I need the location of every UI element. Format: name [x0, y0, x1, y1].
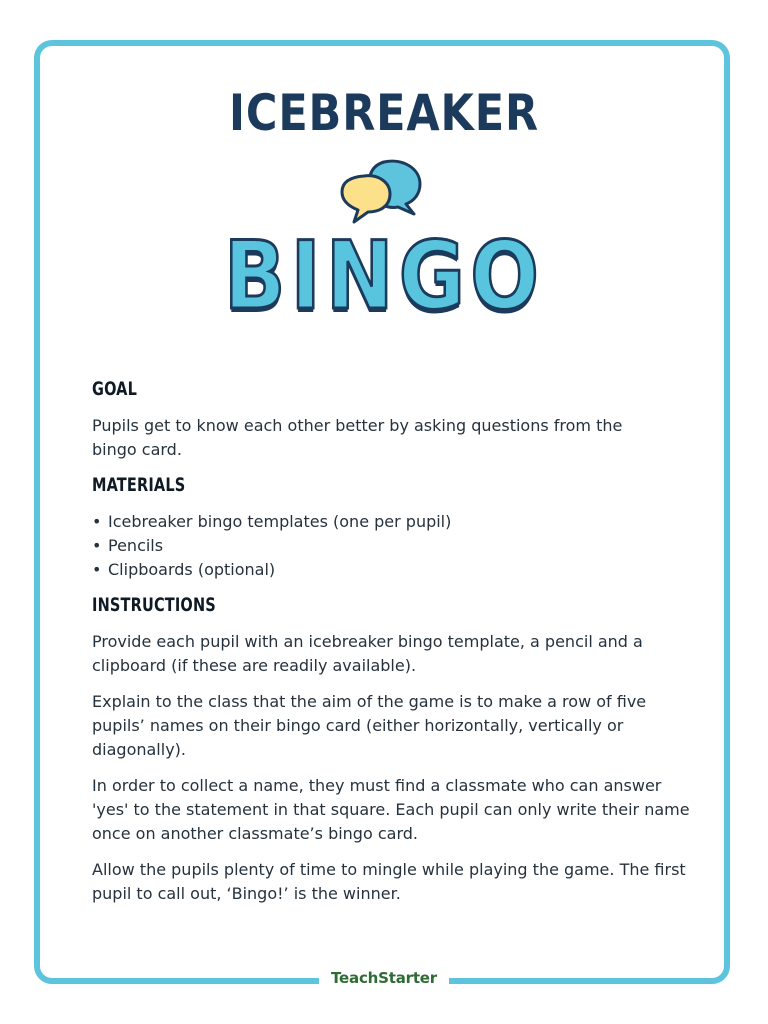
- goal-heading: GOAL: [92, 378, 138, 400]
- speech-bubbles-icon: [340, 156, 426, 226]
- list-item: • Clipboards (optional): [92, 558, 692, 582]
- instruction-paragraph: Provide each pupil with an icebreaker bingo template, a pencil and a clipboard (if these are readily available).: [92, 632, 643, 675]
- content-body: [92, 378, 692, 918]
- list-item: • Icebreaker bingo templates (one per pupil): [92, 510, 692, 534]
- title-bingo: BINGO: [223, 222, 545, 331]
- materials-list: [92, 510, 692, 582]
- teachstarter-logo: TeachStarter: [319, 969, 449, 987]
- instructions-heading: INSTRUCTIONS: [92, 594, 216, 616]
- materials-heading: MATERIALS: [92, 474, 186, 496]
- list-item: • Pencils: [92, 534, 692, 558]
- instruction-paragraph: Explain to the class that the aim of the game is to make a row of five pupils’ names on their bingo card (either horizontally, vertically or diagonally).: [92, 692, 647, 759]
- goal-text: Pupils get to know each other better by asking questions from the bingo card.: [92, 416, 623, 459]
- instruction-paragraph: In order to collect a name, they must find a classmate who can answer 'yes' to the statement in that square. Each pupil can only write their name once on another classmate’s bingo card.: [92, 776, 690, 843]
- instruction-paragraph: Allow the pupils plenty of time to mingle while playing the game. The first pupil to call out, ‘Bingo!’ is the winner.: [92, 860, 686, 903]
- footer: [0, 968, 768, 987]
- title-icebreaker: ICEBREAKER: [229, 84, 539, 142]
